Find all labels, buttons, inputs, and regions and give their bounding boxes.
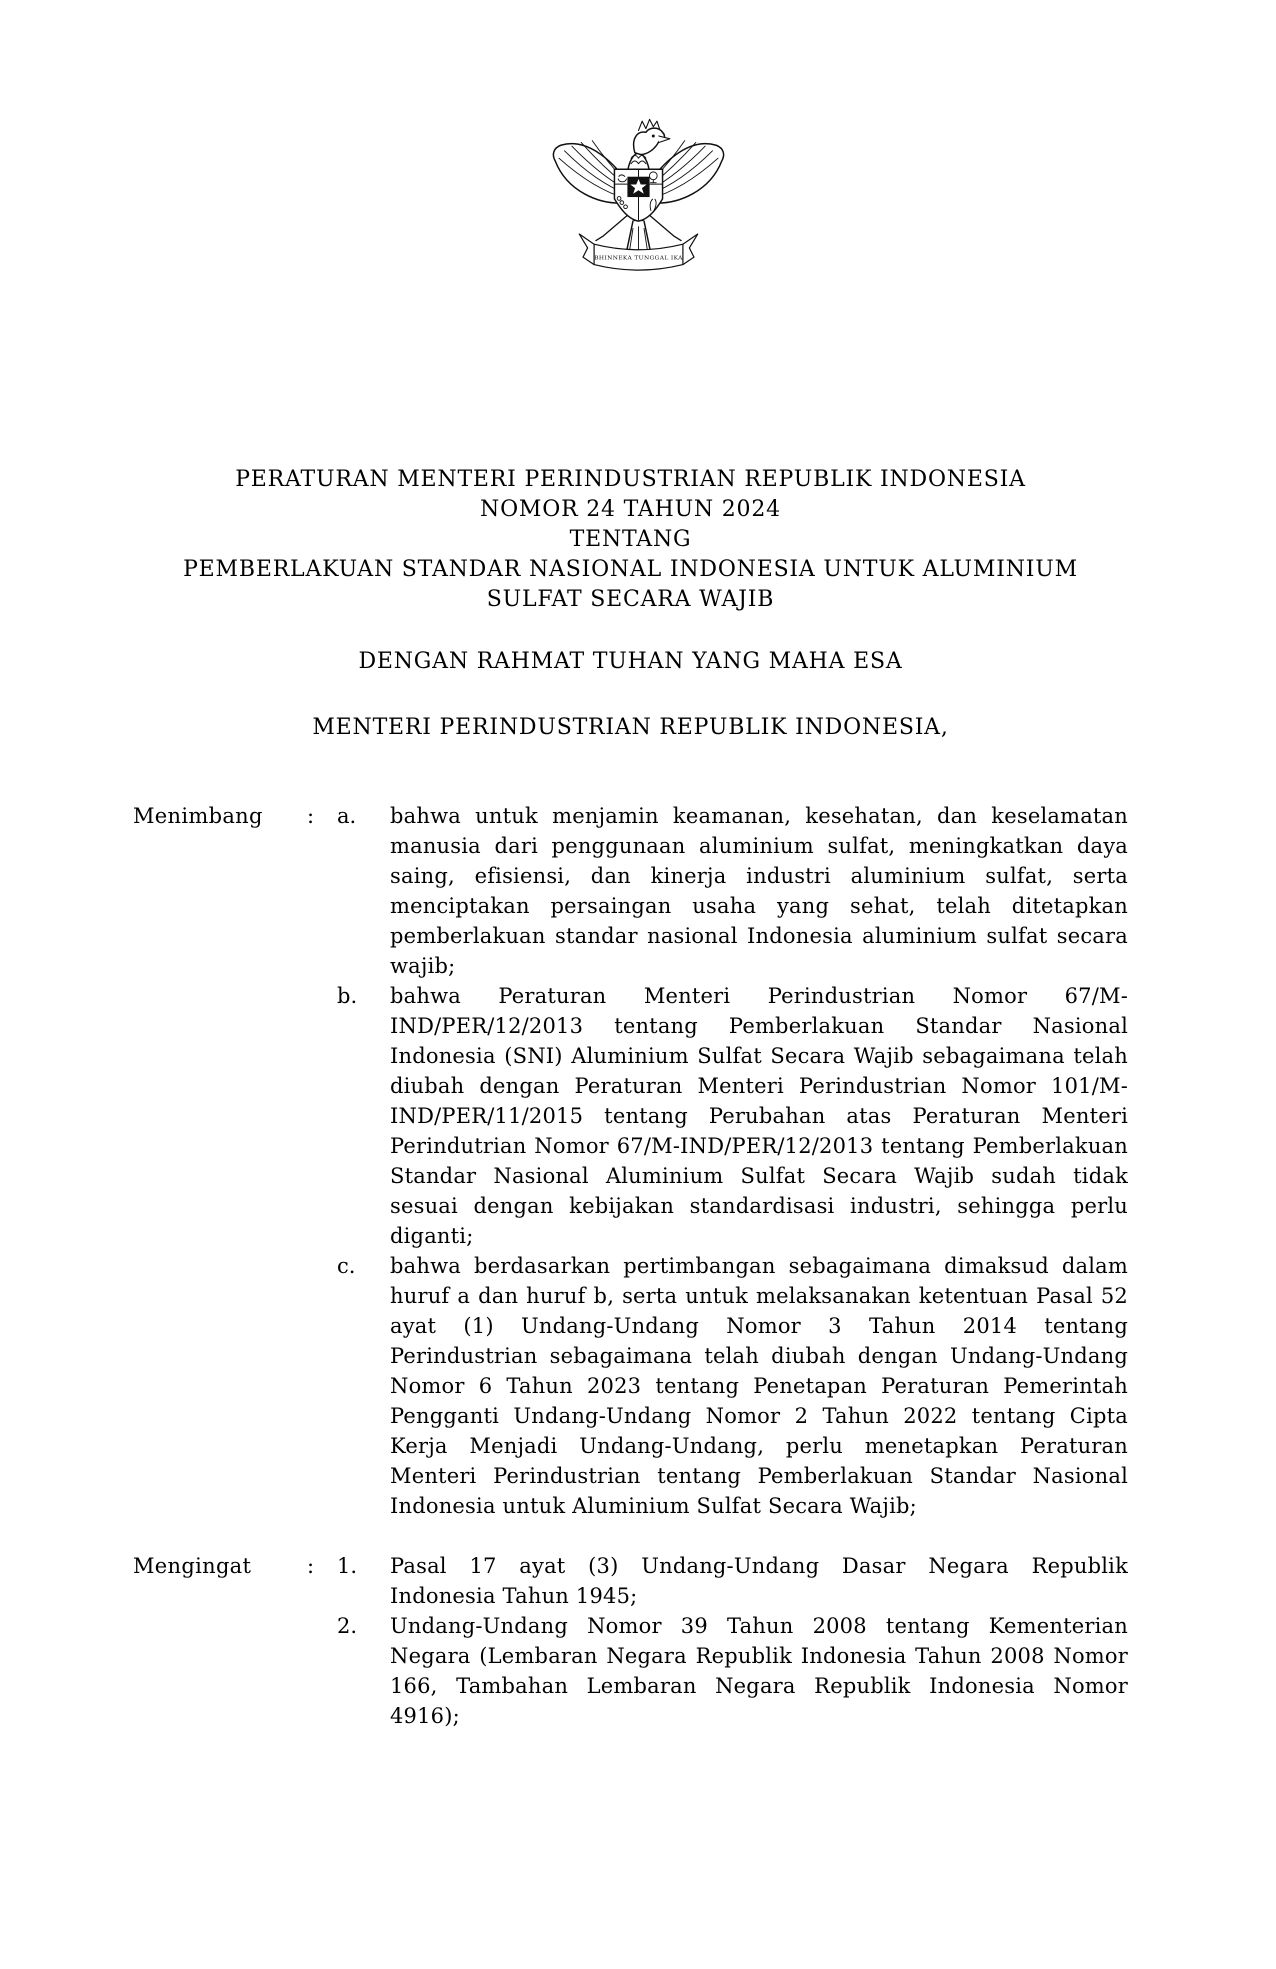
title-line-1: PERATURAN MENTERI PERINDUSTRIAN REPUBLIK INDONESIA (235, 467, 1026, 492)
consideration-item-c (337, 1251, 1128, 1521)
item-marker: c. (337, 1254, 356, 1278)
item-text: Pasal 17 ayat (3) Undang-Undang Dasar Negara Republik Indonesia Tahun 1945; (390, 1554, 1128, 1608)
title-line-4: PEMBERLAKUAN STANDAR NASIONAL INDONESIA UNTUK ALUMINIUM (183, 557, 1078, 582)
item-text: bahwa Peraturan Menteri Perindustrian Nomor 67/M-IND/PER/12/2013 tentang Pemberlakuan Standar Nasional Indonesia (SNI) Aluminium Sulfat Secara Wajib sebagaimana telah diubah dengan Peraturan Menteri Perindustrian Nomor 101/M-IND/PER/11/2015 tentang Perubahan atas Peraturan Menteri Perindutrian Nomor 67/M-IND/PER/12/2013 tentang Pemberlakuan Standar Nasional Aluminium Sulfat Secara Wajib sudah tidak sesuai dengan kebijakan standardisasi industri, sehingga perlu diganti; (390, 984, 1128, 1248)
section-menimbang-colon: : (307, 804, 315, 828)
consideration-item-b (337, 981, 1128, 1251)
preamble-sections (133, 801, 1128, 1731)
emblem-container (0, 0, 1276, 289)
item-marker: 2. (337, 1614, 358, 1638)
consideration-item-a (337, 801, 1128, 981)
title-line-2: NOMOR 24 TAHUN 2024 (480, 497, 781, 522)
title-line-3: TENTANG (569, 527, 692, 552)
title-line-5: SULFAT SECARA WAJIB (486, 587, 775, 612)
section-mengingat-label: Mengingat (133, 1554, 252, 1578)
invocation-line: DENGAN RAHMAT TUHAN YANG MAHA ESA (358, 649, 903, 674)
item-marker: a. (337, 804, 357, 828)
section-mengingat-colon: : (307, 1554, 315, 1578)
item-text: bahwa untuk menjamin keamanan, kesehatan, dan keselamatan manusia dari penggunaan aluminium sulfat, meningkatkan daya saing, efisiensi, dan kinerja industri aluminium sulfat, serta menciptakan persaingan usaha yang sehat, telah ditetapkan pemberlakuan standar nasional Indonesia aluminium sulfat secara wajib; (390, 804, 1128, 978)
section-menimbang-items (337, 801, 1128, 1521)
section-menimbang-label: Menimbang (133, 804, 263, 828)
item-marker: 1. (337, 1554, 358, 1578)
item-text: bahwa berdasarkan pertimbangan sebagaimana dimaksud dalam huruf a dan huruf b, serta untuk melaksanakan ketentuan Pasal 52 ayat (1) Undang-Undang Nomor 3 Tahun 2014 tentang Perindustrian sebagaimana telah diubah dengan Undang-Undang Nomor 6 Tahun 2023 tentang Penetapan Peraturan Pemerintah Pengganti Undang-Undang Nomor 2 Tahun 2022 tentang Cipta Kerja Menjadi Undang-Undang, perlu menetapkan Peraturan Menteri Perindustrian tentang Pemberlakuan Standar Nasional Indonesia untuk Aluminium Sulfat Secara Wajib; (390, 1254, 1128, 1518)
garuda-pancasila-emblem (546, 94, 731, 289)
item-marker: b. (337, 984, 358, 1008)
section-mengingat (133, 1551, 1128, 1731)
authority-line: MENTERI PERINDUSTRIAN REPUBLIK INDONESIA, (312, 715, 949, 740)
legal-basis-item-2 (337, 1611, 1128, 1731)
legal-basis-item-1 (337, 1551, 1128, 1611)
section-mengingat-items (337, 1551, 1128, 1731)
document-title-block (133, 465, 1128, 615)
emblem-motto-text: BHINNEKA TUNGGAL IKA (593, 255, 683, 262)
document-content (0, 465, 1276, 1731)
item-text: Undang-Undang Nomor 39 Tahun 2008 tentang Kementerian Negara (Lembaran Negara Republik Indonesia Tahun 2008 Nomor 166, Tambahan Lembaran Negara Republik Indonesia Nomor 4916); (390, 1614, 1128, 1728)
section-menimbang (133, 801, 1128, 1521)
